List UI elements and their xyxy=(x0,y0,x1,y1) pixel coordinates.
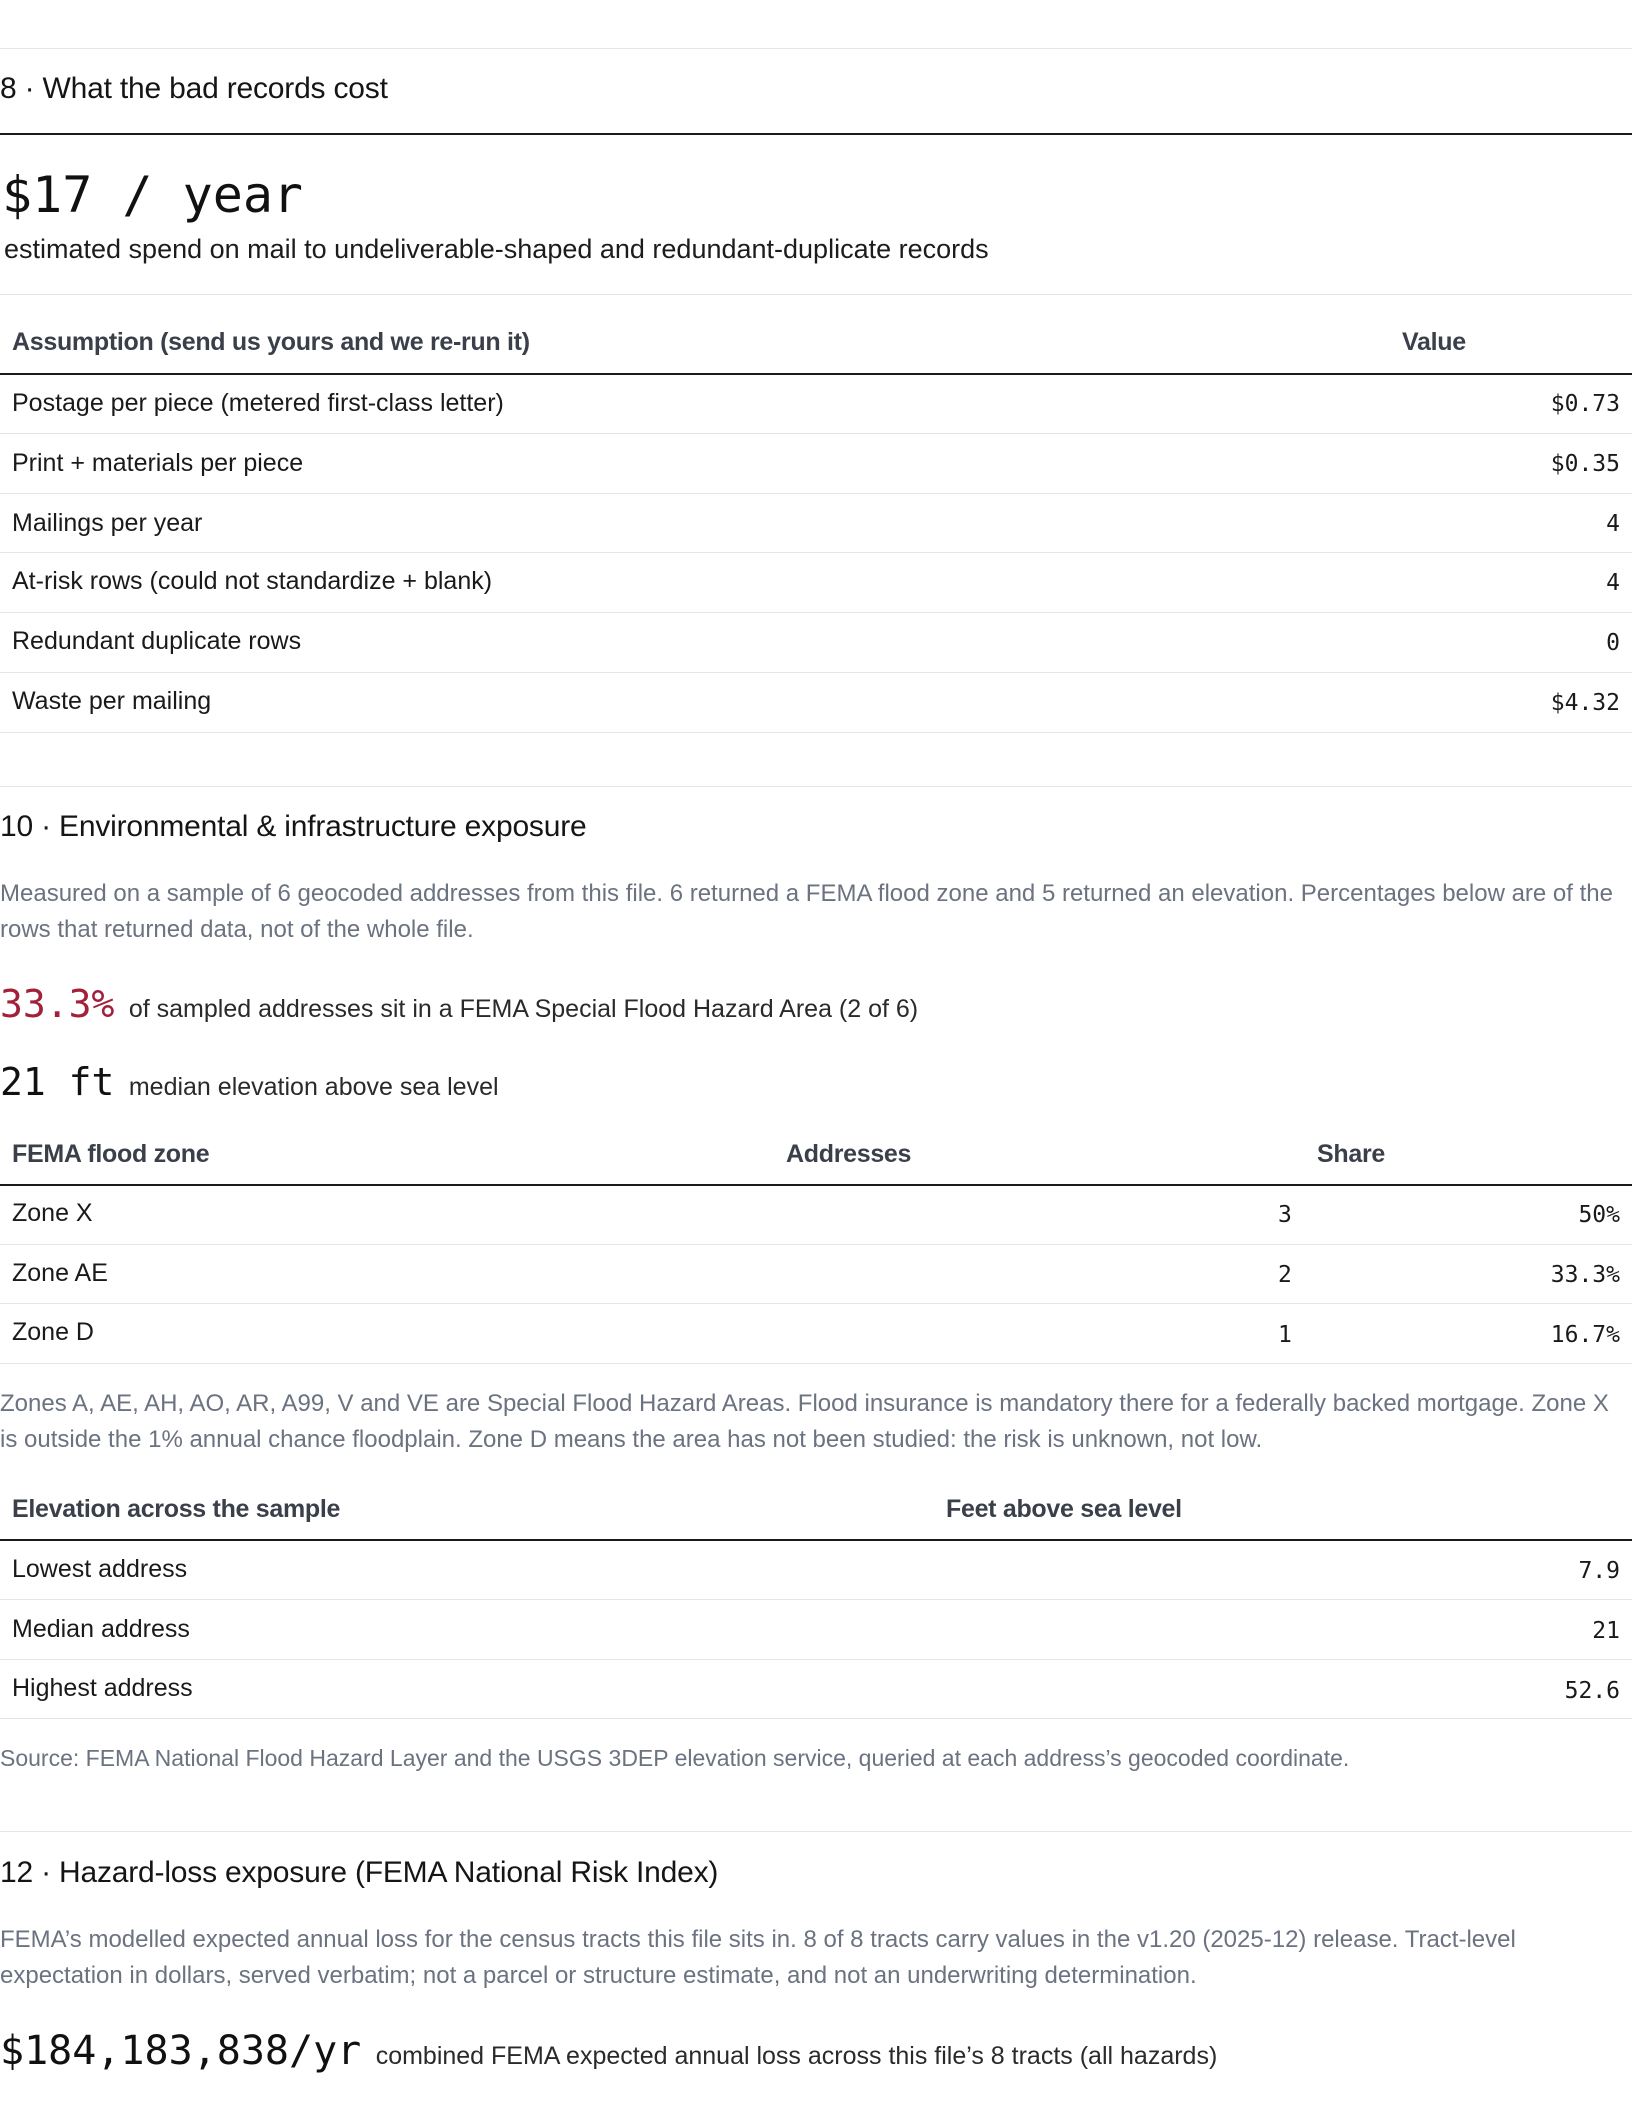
column-header-addresses: Addresses xyxy=(786,1140,912,1168)
zone-share: 33.3% xyxy=(1550,1262,1620,1288)
section-12-title: 12 · Hazard-loss exposure (FEMA National Risk Index) xyxy=(0,1856,719,1889)
hazard-loss-stat xyxy=(0,2028,1217,2074)
row-label: Print + materials per piece xyxy=(12,449,304,477)
table-header-rule xyxy=(0,1539,1632,1541)
section-8-title: 8 · What the bad records cost xyxy=(0,72,388,105)
column-header-value: Value xyxy=(1402,328,1466,356)
column-header-share: Share xyxy=(1317,1140,1385,1168)
row-value: 4 xyxy=(1606,570,1620,596)
section-divider xyxy=(0,48,1632,49)
row-value: $0.35 xyxy=(1550,451,1620,477)
cost-subline: estimated spend on mail to undeliverable-shaped and redundant-duplicate records xyxy=(4,234,989,264)
row-label: Redundant duplicate rows xyxy=(12,627,302,655)
median-elevation-desc: median elevation above sea level xyxy=(128,1073,499,1101)
hazard-loss-value: $184,183,838/yr xyxy=(0,2028,362,2074)
zone-label: Zone AE xyxy=(12,1259,108,1287)
zone-share: 50% xyxy=(1578,1202,1620,1228)
exposure-source: Source: FEMA National Flood Hazard Layer and the USGS 3DEP elevation service, queried at each address’s geocoded coordinate. xyxy=(0,1745,1350,1771)
column-header-zone: FEMA flood zone xyxy=(12,1140,210,1168)
column-header-assumption: Assumption (send us yours and we re-run it) xyxy=(12,328,530,356)
flood-hazard-percent: 33.3% xyxy=(0,982,115,1026)
flood-hazard-stat xyxy=(0,982,918,1026)
elevation-label: Highest address xyxy=(12,1674,193,1702)
row-label: At-risk rows (could not standardize + blank) xyxy=(12,567,493,595)
median-elevation-value: 21 ft xyxy=(0,1060,115,1104)
hazard-loss-desc: combined FEMA expected annual loss across this file’s 8 tracts (all hazards) xyxy=(375,2042,1218,2070)
hazard-loss-intro: FEMA’s modelled expected annual loss for the census tracts this file sits in. 8 of 8 tracts carry values in the v1.20 (2025-12) release. Tract-level expectation in dollars, served verbatim; not a parcel or structure estimate, and not an underwriting determination. xyxy=(0,1926,1516,1989)
zone-label: Zone X xyxy=(12,1199,93,1227)
zone-count: 1 xyxy=(1278,1322,1292,1348)
cost-headline: $17 / year xyxy=(2,166,304,224)
zone-share: 16.7% xyxy=(1550,1322,1620,1348)
zone-label: Zone D xyxy=(12,1318,94,1346)
column-header-feet: Feet above sea level xyxy=(946,1495,1182,1523)
median-elevation-stat xyxy=(0,1060,499,1104)
row-value: $0.73 xyxy=(1550,391,1620,417)
row-value: $4.32 xyxy=(1550,690,1620,716)
exposure-intro: Measured on a sample of 6 geocoded addresses from this file. 6 returned a FEMA flood zone and 5 returned an elevation. Percentages below are of the rows that returned data, not of the whole file. xyxy=(0,880,1613,943)
elevation-value: 21 xyxy=(1592,1618,1620,1644)
column-header-elevation: Elevation across the sample xyxy=(12,1495,341,1523)
zone-count: 3 xyxy=(1278,1202,1292,1228)
row-label: Waste per mailing xyxy=(12,687,212,715)
flood-hazard-desc: of sampled addresses sit in a FEMA Special Flood Hazard Area (2 of 6) xyxy=(128,995,919,1023)
row-value: 4 xyxy=(1606,511,1620,537)
section-10-title: 10 · Environmental & infrastructure exposure xyxy=(0,810,587,843)
flood-zone-note: Zones A, AE, AH, AO, AR, A99, V and VE are Special Flood Hazard Areas. Flood insurance is mandatory there for a federally backed mortgage. Zone X is outside the 1% annual chance floodplain. Zone D means the area has not been studied: the risk is unknown, not low. xyxy=(0,1390,1609,1453)
section-rule xyxy=(0,133,1632,135)
table-header-rule xyxy=(0,373,1632,375)
zone-count: 2 xyxy=(1278,1262,1292,1288)
row-value: 0 xyxy=(1606,630,1620,656)
section-divider xyxy=(0,786,1632,787)
row-label: Mailings per year xyxy=(12,509,203,537)
elevation-label: Median address xyxy=(12,1615,190,1643)
row-label: Postage per piece (metered first-class letter) xyxy=(12,389,504,417)
elevation-value: 52.6 xyxy=(1564,1678,1620,1704)
elevation-value: 7.9 xyxy=(1578,1558,1620,1584)
section-divider xyxy=(0,1831,1632,1832)
elevation-label: Lowest address xyxy=(12,1555,188,1583)
table-top-divider xyxy=(0,294,1632,295)
table-header-rule xyxy=(0,1184,1632,1186)
